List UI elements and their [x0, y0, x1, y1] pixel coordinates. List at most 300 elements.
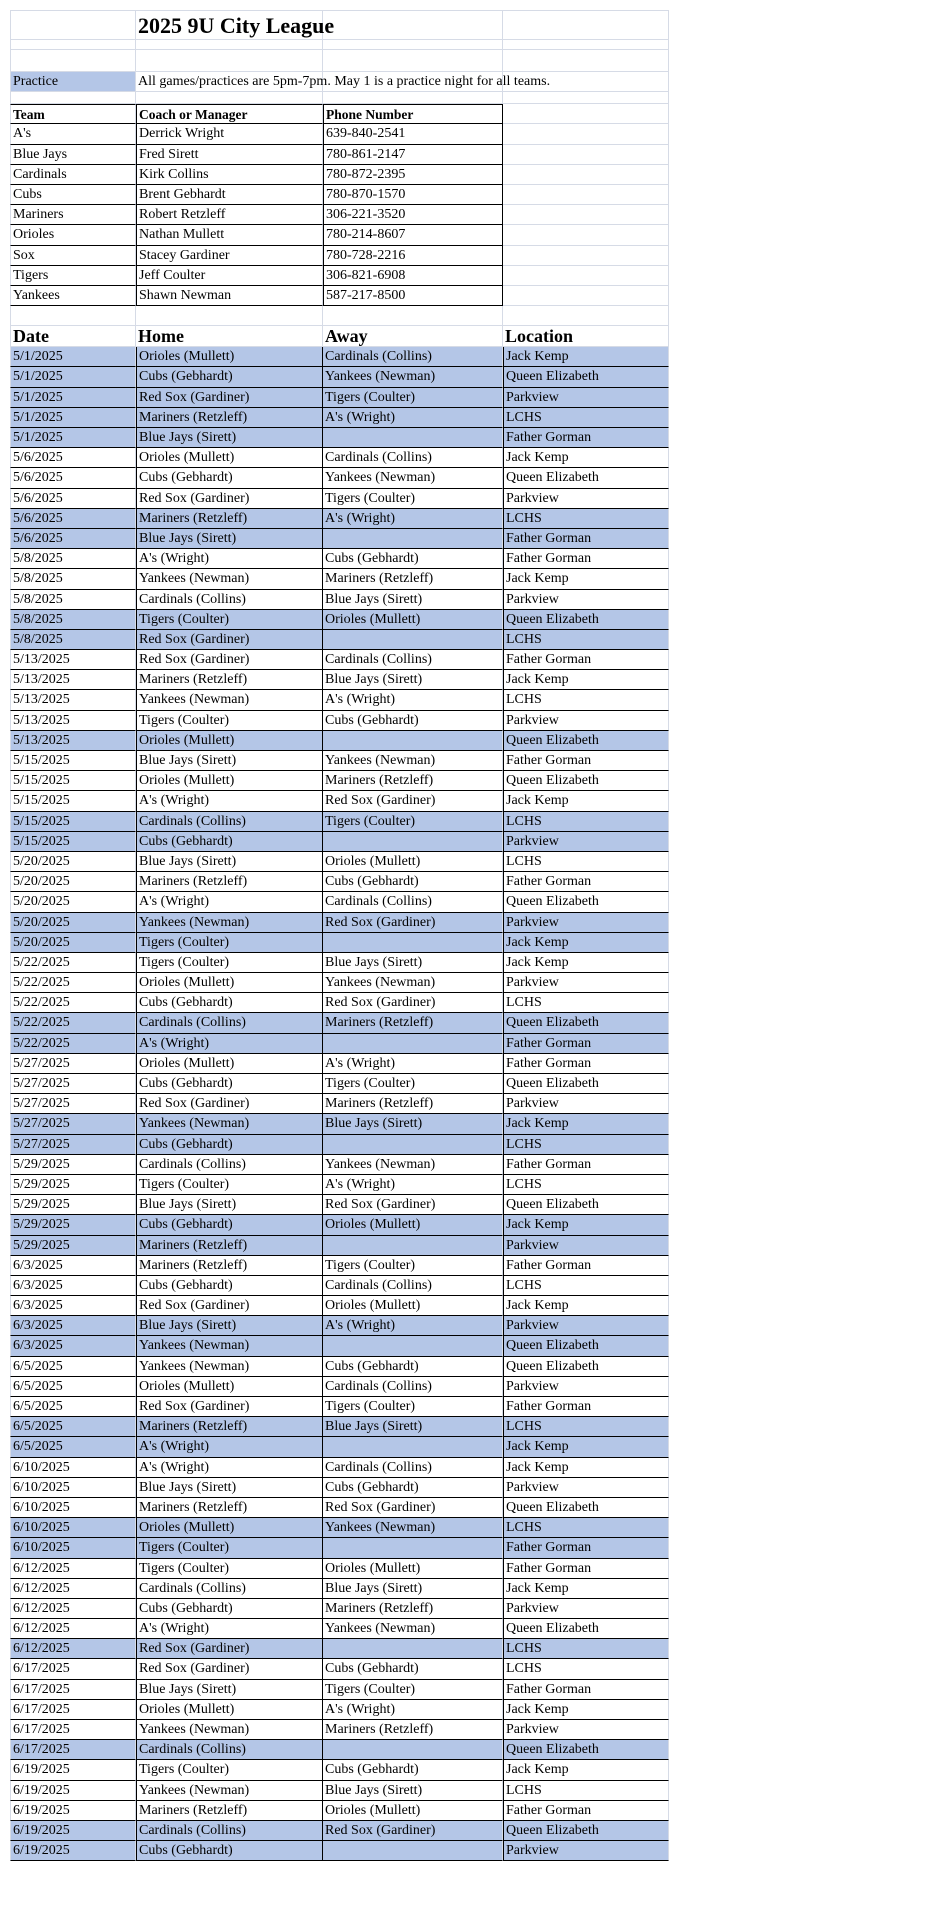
- cell[interactable]: [503, 104, 669, 124]
- game-date[interactable]: 5/6/2025: [10, 529, 136, 549]
- game-home[interactable]: A's (Wright): [136, 1034, 323, 1054]
- game-home[interactable]: Mariners (Retzleff): [136, 509, 323, 529]
- game-home[interactable]: Cubs (Gebhardt): [136, 1599, 323, 1619]
- game-date[interactable]: 6/17/2025: [10, 1740, 136, 1760]
- game-date[interactable]: 6/19/2025: [10, 1760, 136, 1780]
- game-home[interactable]: Yankees (Newman): [136, 1720, 323, 1740]
- cell[interactable]: [503, 225, 669, 245]
- game-away[interactable]: Cardinals (Collins): [323, 1458, 503, 1478]
- cell[interactable]: [323, 10, 503, 40]
- game-away[interactable]: Red Sox (Gardiner): [323, 993, 503, 1013]
- game-date[interactable]: 6/10/2025: [10, 1458, 136, 1478]
- game-home[interactable]: Yankees (Newman): [136, 1336, 323, 1356]
- game-date[interactable]: 5/29/2025: [10, 1215, 136, 1235]
- game-date[interactable]: 5/6/2025: [10, 509, 136, 529]
- game-home[interactable]: Cubs (Gebhardt): [136, 993, 323, 1013]
- game-date[interactable]: 6/3/2025: [10, 1296, 136, 1316]
- game-location[interactable]: Parkview: [503, 590, 669, 610]
- game-away[interactable]: Orioles (Mullett): [323, 852, 503, 872]
- game-away[interactable]: A's (Wright): [323, 1054, 503, 1074]
- game-date[interactable]: 6/5/2025: [10, 1357, 136, 1377]
- game-location[interactable]: Queen Elizabeth: [503, 892, 669, 912]
- contact-coach[interactable]: Derrick Wright: [136, 124, 323, 144]
- contacts-header-0[interactable]: Team: [10, 104, 136, 124]
- game-away[interactable]: A's (Wright): [323, 1175, 503, 1195]
- game-away[interactable]: Yankees (Newman): [323, 1518, 503, 1538]
- game-away[interactable]: Yankees (Newman): [323, 1155, 503, 1175]
- game-location[interactable]: LCHS: [503, 812, 669, 832]
- game-home[interactable]: Cubs (Gebhardt): [136, 1135, 323, 1155]
- game-date[interactable]: 5/15/2025: [10, 751, 136, 771]
- game-location[interactable]: LCHS: [503, 1175, 669, 1195]
- game-away[interactable]: Red Sox (Gardiner): [323, 1498, 503, 1518]
- cell[interactable]: [136, 306, 323, 326]
- game-away[interactable]: Tigers (Coulter): [323, 388, 503, 408]
- game-location[interactable]: Jack Kemp: [503, 1215, 669, 1235]
- contact-coach[interactable]: Shawn Newman: [136, 286, 323, 306]
- game-date[interactable]: 5/13/2025: [10, 670, 136, 690]
- contact-team[interactable]: Mariners: [10, 205, 136, 225]
- game-location[interactable]: Father Gorman: [503, 751, 669, 771]
- cell[interactable]: [323, 40, 503, 50]
- game-location[interactable]: Queen Elizabeth: [503, 1740, 669, 1760]
- game-away[interactable]: Mariners (Retzleff): [323, 1599, 503, 1619]
- game-date[interactable]: 5/27/2025: [10, 1054, 136, 1074]
- game-home[interactable]: Cubs (Gebhardt): [136, 1841, 323, 1861]
- game-date[interactable]: 5/20/2025: [10, 933, 136, 953]
- game-location[interactable]: Queen Elizabeth: [503, 1821, 669, 1841]
- game-home[interactable]: Tigers (Coulter): [136, 933, 323, 953]
- game-home[interactable]: Mariners (Retzleff): [136, 872, 323, 892]
- game-location[interactable]: Jack Kemp: [503, 953, 669, 973]
- game-date[interactable]: 5/29/2025: [10, 1236, 136, 1256]
- game-home[interactable]: Blue Jays (Sirett): [136, 1316, 323, 1336]
- contact-coach[interactable]: Kirk Collins: [136, 165, 323, 185]
- game-home[interactable]: Red Sox (Gardiner): [136, 1296, 323, 1316]
- game-away[interactable]: Blue Jays (Sirett): [323, 1114, 503, 1134]
- game-location[interactable]: Parkview: [503, 973, 669, 993]
- game-location[interactable]: LCHS: [503, 1518, 669, 1538]
- game-location[interactable]: LCHS: [503, 1659, 669, 1679]
- game-location[interactable]: Jack Kemp: [503, 1437, 669, 1457]
- game-away[interactable]: Orioles (Mullett): [323, 1801, 503, 1821]
- game-home[interactable]: Tigers (Coulter): [136, 1175, 323, 1195]
- game-location[interactable]: Jack Kemp: [503, 670, 669, 690]
- practice-label[interactable]: Practice: [10, 72, 136, 92]
- game-home[interactable]: Red Sox (Gardiner): [136, 1397, 323, 1417]
- game-away[interactable]: A's (Wright): [323, 1700, 503, 1720]
- game-location[interactable]: Father Gorman: [503, 1538, 669, 1558]
- game-away[interactable]: Tigers (Coulter): [323, 489, 503, 509]
- contact-coach[interactable]: Jeff Coulter: [136, 266, 323, 286]
- game-home[interactable]: Blue Jays (Sirett): [136, 1478, 323, 1498]
- cell[interactable]: [503, 40, 669, 50]
- game-away[interactable]: Cubs (Gebhardt): [323, 1357, 503, 1377]
- game-location[interactable]: Queen Elizabeth: [503, 1195, 669, 1215]
- game-location[interactable]: Parkview: [503, 1094, 669, 1114]
- game-date[interactable]: 6/17/2025: [10, 1680, 136, 1700]
- game-home[interactable]: Mariners (Retzleff): [136, 1498, 323, 1518]
- game-date[interactable]: 5/8/2025: [10, 590, 136, 610]
- game-date[interactable]: 6/3/2025: [10, 1336, 136, 1356]
- game-location[interactable]: Parkview: [503, 489, 669, 509]
- game-date[interactable]: 6/10/2025: [10, 1538, 136, 1558]
- game-location[interactable]: Queen Elizabeth: [503, 771, 669, 791]
- game-away[interactable]: Cardinals (Collins): [323, 347, 503, 367]
- contact-coach[interactable]: Brent Gebhardt: [136, 185, 323, 205]
- game-home[interactable]: Blue Jays (Sirett): [136, 751, 323, 771]
- game-date[interactable]: 5/20/2025: [10, 892, 136, 912]
- game-home[interactable]: Blue Jays (Sirett): [136, 1195, 323, 1215]
- game-away[interactable]: Orioles (Mullett): [323, 1296, 503, 1316]
- game-away[interactable]: Orioles (Mullett): [323, 610, 503, 630]
- game-home[interactable]: Yankees (Newman): [136, 1114, 323, 1134]
- contact-phone[interactable]: 780-872-2395: [323, 165, 503, 185]
- game-location[interactable]: Parkview: [503, 1236, 669, 1256]
- game-date[interactable]: 5/6/2025: [10, 468, 136, 488]
- game-date[interactable]: 6/19/2025: [10, 1801, 136, 1821]
- cell[interactable]: [136, 40, 323, 50]
- game-home[interactable]: Cubs (Gebhardt): [136, 1215, 323, 1235]
- cell[interactable]: [136, 50, 323, 72]
- cell[interactable]: [503, 205, 669, 225]
- game-away[interactable]: [323, 630, 503, 650]
- game-away[interactable]: Blue Jays (Sirett): [323, 1417, 503, 1437]
- game-away[interactable]: Mariners (Retzleff): [323, 1013, 503, 1033]
- contacts-header-1[interactable]: Coach or Manager: [136, 104, 323, 124]
- game-away[interactable]: [323, 529, 503, 549]
- game-away[interactable]: [323, 1336, 503, 1356]
- game-date[interactable]: 5/27/2025: [10, 1135, 136, 1155]
- game-home[interactable]: Blue Jays (Sirett): [136, 852, 323, 872]
- game-home[interactable]: A's (Wright): [136, 892, 323, 912]
- game-home[interactable]: Tigers (Coulter): [136, 1760, 323, 1780]
- cell[interactable]: [10, 40, 136, 50]
- contact-coach[interactable]: Nathan Mullett: [136, 225, 323, 245]
- game-home[interactable]: Yankees (Newman): [136, 913, 323, 933]
- game-date[interactable]: 6/19/2025: [10, 1781, 136, 1801]
- game-date[interactable]: 5/1/2025: [10, 408, 136, 428]
- game-location[interactable]: Jack Kemp: [503, 933, 669, 953]
- game-away[interactable]: Cardinals (Collins): [323, 1276, 503, 1296]
- game-location[interactable]: Parkview: [503, 1478, 669, 1498]
- game-location[interactable]: LCHS: [503, 690, 669, 710]
- game-home[interactable]: Cubs (Gebhardt): [136, 1276, 323, 1296]
- game-away[interactable]: Yankees (Newman): [323, 468, 503, 488]
- contact-coach[interactable]: Fred Sirett: [136, 145, 323, 165]
- game-date[interactable]: 5/13/2025: [10, 731, 136, 751]
- game-home[interactable]: A's (Wright): [136, 1437, 323, 1457]
- game-location[interactable]: Jack Kemp: [503, 347, 669, 367]
- game-away[interactable]: Blue Jays (Sirett): [323, 670, 503, 690]
- game-location[interactable]: Queen Elizabeth: [503, 1336, 669, 1356]
- game-home[interactable]: Cardinals (Collins): [136, 1740, 323, 1760]
- game-date[interactable]: 5/22/2025: [10, 953, 136, 973]
- game-location[interactable]: LCHS: [503, 1417, 669, 1437]
- game-location[interactable]: Father Gorman: [503, 1680, 669, 1700]
- game-location[interactable]: Jack Kemp: [503, 1760, 669, 1780]
- game-home[interactable]: Orioles (Mullett): [136, 1700, 323, 1720]
- game-date[interactable]: 5/20/2025: [10, 852, 136, 872]
- game-location[interactable]: Queen Elizabeth: [503, 468, 669, 488]
- game-date[interactable]: 5/29/2025: [10, 1175, 136, 1195]
- contact-coach[interactable]: Robert Retzleff: [136, 205, 323, 225]
- cell[interactable]: [10, 306, 136, 326]
- game-away[interactable]: Red Sox (Gardiner): [323, 1195, 503, 1215]
- game-home[interactable]: Red Sox (Gardiner): [136, 388, 323, 408]
- game-home[interactable]: Cubs (Gebhardt): [136, 468, 323, 488]
- game-home[interactable]: A's (Wright): [136, 1458, 323, 1478]
- game-away[interactable]: [323, 428, 503, 448]
- game-home[interactable]: Cubs (Gebhardt): [136, 367, 323, 387]
- game-location[interactable]: Parkview: [503, 1599, 669, 1619]
- cell[interactable]: [503, 145, 669, 165]
- game-date[interactable]: 6/3/2025: [10, 1276, 136, 1296]
- game-location[interactable]: Parkview: [503, 832, 669, 852]
- game-date[interactable]: 5/13/2025: [10, 711, 136, 731]
- game-home[interactable]: Yankees (Newman): [136, 1357, 323, 1377]
- game-date[interactable]: 5/1/2025: [10, 428, 136, 448]
- game-away[interactable]: Tigers (Coulter): [323, 1256, 503, 1276]
- game-location[interactable]: Father Gorman: [503, 428, 669, 448]
- schedule-header-0[interactable]: [10, 326, 136, 347]
- cell[interactable]: [503, 165, 669, 185]
- contact-phone[interactable]: 639-840-2541: [323, 124, 503, 144]
- game-away[interactable]: Red Sox (Gardiner): [323, 1821, 503, 1841]
- game-location[interactable]: LCHS: [503, 630, 669, 650]
- game-date[interactable]: 6/10/2025: [10, 1478, 136, 1498]
- game-date[interactable]: 5/1/2025: [10, 367, 136, 387]
- contact-phone[interactable]: 306-221-3520: [323, 205, 503, 225]
- game-date[interactable]: 6/3/2025: [10, 1316, 136, 1336]
- game-date[interactable]: 6/12/2025: [10, 1639, 136, 1659]
- game-location[interactable]: Father Gorman: [503, 650, 669, 670]
- game-home[interactable]: Cubs (Gebhardt): [136, 832, 323, 852]
- contact-team[interactable]: Sox: [10, 246, 136, 266]
- game-away[interactable]: Mariners (Retzleff): [323, 771, 503, 791]
- game-location[interactable]: LCHS: [503, 993, 669, 1013]
- cell[interactable]: [10, 50, 136, 72]
- game-date[interactable]: 5/6/2025: [10, 448, 136, 468]
- game-date[interactable]: 5/13/2025: [10, 650, 136, 670]
- game-location[interactable]: Jack Kemp: [503, 1700, 669, 1720]
- game-date[interactable]: 6/12/2025: [10, 1559, 136, 1579]
- game-home[interactable]: Orioles (Mullett): [136, 731, 323, 751]
- game-away[interactable]: Mariners (Retzleff): [323, 1720, 503, 1740]
- game-home[interactable]: Orioles (Mullett): [136, 448, 323, 468]
- game-location[interactable]: Jack Kemp: [503, 569, 669, 589]
- game-location[interactable]: Parkview: [503, 1720, 669, 1740]
- game-away[interactable]: [323, 1740, 503, 1760]
- schedule-header-3[interactable]: [503, 326, 669, 347]
- cell[interactable]: [503, 72, 669, 92]
- game-home[interactable]: Blue Jays (Sirett): [136, 428, 323, 448]
- game-date[interactable]: 5/29/2025: [10, 1155, 136, 1175]
- game-date[interactable]: 5/22/2025: [10, 973, 136, 993]
- game-away[interactable]: Tigers (Coulter): [323, 1397, 503, 1417]
- cell[interactable]: [323, 92, 503, 104]
- cell[interactable]: [503, 124, 669, 144]
- cell[interactable]: [10, 10, 136, 40]
- game-location[interactable]: Father Gorman: [503, 1801, 669, 1821]
- game-home[interactable]: Blue Jays (Sirett): [136, 529, 323, 549]
- game-home[interactable]: Yankees (Newman): [136, 690, 323, 710]
- game-date[interactable]: 6/12/2025: [10, 1579, 136, 1599]
- game-home[interactable]: Mariners (Retzleff): [136, 1236, 323, 1256]
- game-date[interactable]: 6/5/2025: [10, 1397, 136, 1417]
- game-location[interactable]: Jack Kemp: [503, 1458, 669, 1478]
- game-location[interactable]: Father Gorman: [503, 1256, 669, 1276]
- game-home[interactable]: Orioles (Mullett): [136, 1518, 323, 1538]
- contact-phone[interactable]: 587-217-8500: [323, 286, 503, 306]
- schedule-header-2[interactable]: [323, 326, 503, 347]
- game-location[interactable]: Jack Kemp: [503, 1114, 669, 1134]
- game-location[interactable]: LCHS: [503, 1781, 669, 1801]
- game-home[interactable]: Cardinals (Collins): [136, 1013, 323, 1033]
- contact-coach[interactable]: Stacey Gardiner: [136, 246, 323, 266]
- contact-phone[interactable]: 780-214-8607: [323, 225, 503, 245]
- game-home[interactable]: Tigers (Coulter): [136, 1559, 323, 1579]
- game-home[interactable]: Mariners (Retzleff): [136, 1801, 323, 1821]
- game-home[interactable]: Mariners (Retzleff): [136, 1417, 323, 1437]
- cell[interactable]: [503, 266, 669, 286]
- game-location[interactable]: Queen Elizabeth: [503, 731, 669, 751]
- game-location[interactable]: Jack Kemp: [503, 448, 669, 468]
- game-date[interactable]: 6/10/2025: [10, 1518, 136, 1538]
- cell[interactable]: [503, 10, 669, 40]
- game-location[interactable]: LCHS: [503, 1276, 669, 1296]
- game-date[interactable]: 5/22/2025: [10, 1034, 136, 1054]
- game-location[interactable]: Father Gorman: [503, 1155, 669, 1175]
- cell[interactable]: [503, 306, 669, 326]
- game-location[interactable]: LCHS: [503, 852, 669, 872]
- game-home[interactable]: Tigers (Coulter): [136, 953, 323, 973]
- game-location[interactable]: Jack Kemp: [503, 791, 669, 811]
- game-away[interactable]: Cubs (Gebhardt): [323, 549, 503, 569]
- game-date[interactable]: 5/1/2025: [10, 388, 136, 408]
- game-location[interactable]: Parkview: [503, 1841, 669, 1861]
- game-location[interactable]: Queen Elizabeth: [503, 1619, 669, 1639]
- game-location[interactable]: Queen Elizabeth: [503, 1074, 669, 1094]
- game-date[interactable]: 6/17/2025: [10, 1700, 136, 1720]
- game-location[interactable]: Queen Elizabeth: [503, 367, 669, 387]
- game-location[interactable]: Jack Kemp: [503, 1579, 669, 1599]
- game-location[interactable]: Father Gorman: [503, 1054, 669, 1074]
- game-away[interactable]: [323, 1841, 503, 1861]
- game-away[interactable]: Tigers (Coulter): [323, 1680, 503, 1700]
- game-home[interactable]: Red Sox (Gardiner): [136, 650, 323, 670]
- game-away[interactable]: Yankees (Newman): [323, 367, 503, 387]
- game-location[interactable]: LCHS: [503, 408, 669, 428]
- contact-team[interactable]: Cubs: [10, 185, 136, 205]
- game-date[interactable]: 5/15/2025: [10, 812, 136, 832]
- contact-phone[interactable]: 780-861-2147: [323, 145, 503, 165]
- contact-team[interactable]: Tigers: [10, 266, 136, 286]
- game-date[interactable]: 5/6/2025: [10, 489, 136, 509]
- game-location[interactable]: Father Gorman: [503, 1034, 669, 1054]
- game-home[interactable]: Mariners (Retzleff): [136, 670, 323, 690]
- game-home[interactable]: Mariners (Retzleff): [136, 1256, 323, 1276]
- cell[interactable]: [503, 50, 669, 72]
- game-location[interactable]: Queen Elizabeth: [503, 1357, 669, 1377]
- game-date[interactable]: 5/1/2025: [10, 347, 136, 367]
- game-date[interactable]: 5/22/2025: [10, 1013, 136, 1033]
- cell[interactable]: [503, 185, 669, 205]
- game-away[interactable]: Cubs (Gebhardt): [323, 1478, 503, 1498]
- game-date[interactable]: 5/20/2025: [10, 913, 136, 933]
- game-away[interactable]: A's (Wright): [323, 408, 503, 428]
- practice-note[interactable]: All games/practices are 5pm-7pm. May 1 is a practice night for all teams.: [136, 72, 323, 92]
- game-away[interactable]: [323, 1639, 503, 1659]
- game-away[interactable]: Yankees (Newman): [323, 1619, 503, 1639]
- game-away[interactable]: A's (Wright): [323, 509, 503, 529]
- game-date[interactable]: 6/3/2025: [10, 1256, 136, 1276]
- game-home[interactable]: Orioles (Mullett): [136, 1377, 323, 1397]
- game-date[interactable]: 6/19/2025: [10, 1841, 136, 1861]
- game-location[interactable]: Parkview: [503, 1316, 669, 1336]
- game-away[interactable]: [323, 1135, 503, 1155]
- game-home[interactable]: Tigers (Coulter): [136, 610, 323, 630]
- game-location[interactable]: LCHS: [503, 1135, 669, 1155]
- contact-phone[interactable]: 780-728-2216: [323, 246, 503, 266]
- contact-team[interactable]: Orioles: [10, 225, 136, 245]
- game-away[interactable]: Cardinals (Collins): [323, 1377, 503, 1397]
- cell[interactable]: [136, 92, 323, 104]
- game-away[interactable]: A's (Wright): [323, 690, 503, 710]
- schedule-header-1[interactable]: [136, 326, 323, 347]
- game-away[interactable]: Cardinals (Collins): [323, 448, 503, 468]
- game-location[interactable]: Father Gorman: [503, 1397, 669, 1417]
- game-away[interactable]: [323, 1437, 503, 1457]
- game-location[interactable]: Father Gorman: [503, 1559, 669, 1579]
- game-away[interactable]: Mariners (Retzleff): [323, 569, 503, 589]
- game-date[interactable]: 5/8/2025: [10, 569, 136, 589]
- game-away[interactable]: A's (Wright): [323, 1316, 503, 1336]
- game-location[interactable]: Father Gorman: [503, 529, 669, 549]
- game-away[interactable]: [323, 933, 503, 953]
- game-date[interactable]: 5/27/2025: [10, 1094, 136, 1114]
- cell[interactable]: [503, 246, 669, 266]
- game-location[interactable]: LCHS: [503, 509, 669, 529]
- game-home[interactable]: Orioles (Mullett): [136, 973, 323, 993]
- game-date[interactable]: 5/15/2025: [10, 832, 136, 852]
- game-away[interactable]: Tigers (Coulter): [323, 812, 503, 832]
- game-location[interactable]: Parkview: [503, 913, 669, 933]
- contacts-header-2[interactable]: Phone Number: [323, 104, 503, 124]
- game-date[interactable]: 6/12/2025: [10, 1599, 136, 1619]
- game-date[interactable]: 5/29/2025: [10, 1195, 136, 1215]
- game-away[interactable]: Cardinals (Collins): [323, 650, 503, 670]
- game-date[interactable]: 6/5/2025: [10, 1377, 136, 1397]
- game-home[interactable]: Red Sox (Gardiner): [136, 1659, 323, 1679]
- game-date[interactable]: 6/5/2025: [10, 1417, 136, 1437]
- game-away[interactable]: Blue Jays (Sirett): [323, 1781, 503, 1801]
- game-location[interactable]: Parkview: [503, 1377, 669, 1397]
- contact-phone[interactable]: 306-821-6908: [323, 266, 503, 286]
- game-away[interactable]: Blue Jays (Sirett): [323, 953, 503, 973]
- game-location[interactable]: LCHS: [503, 1639, 669, 1659]
- game-location[interactable]: Father Gorman: [503, 872, 669, 892]
- game-date[interactable]: 5/27/2025: [10, 1114, 136, 1134]
- cell[interactable]: [323, 50, 503, 72]
- game-home[interactable]: Cardinals (Collins): [136, 1579, 323, 1599]
- game-away[interactable]: Yankees (Newman): [323, 973, 503, 993]
- game-date[interactable]: 6/10/2025: [10, 1498, 136, 1518]
- contact-team[interactable]: Yankees: [10, 286, 136, 306]
- game-home[interactable]: Cubs (Gebhardt): [136, 1074, 323, 1094]
- cell[interactable]: [323, 306, 503, 326]
- game-location[interactable]: Parkview: [503, 388, 669, 408]
